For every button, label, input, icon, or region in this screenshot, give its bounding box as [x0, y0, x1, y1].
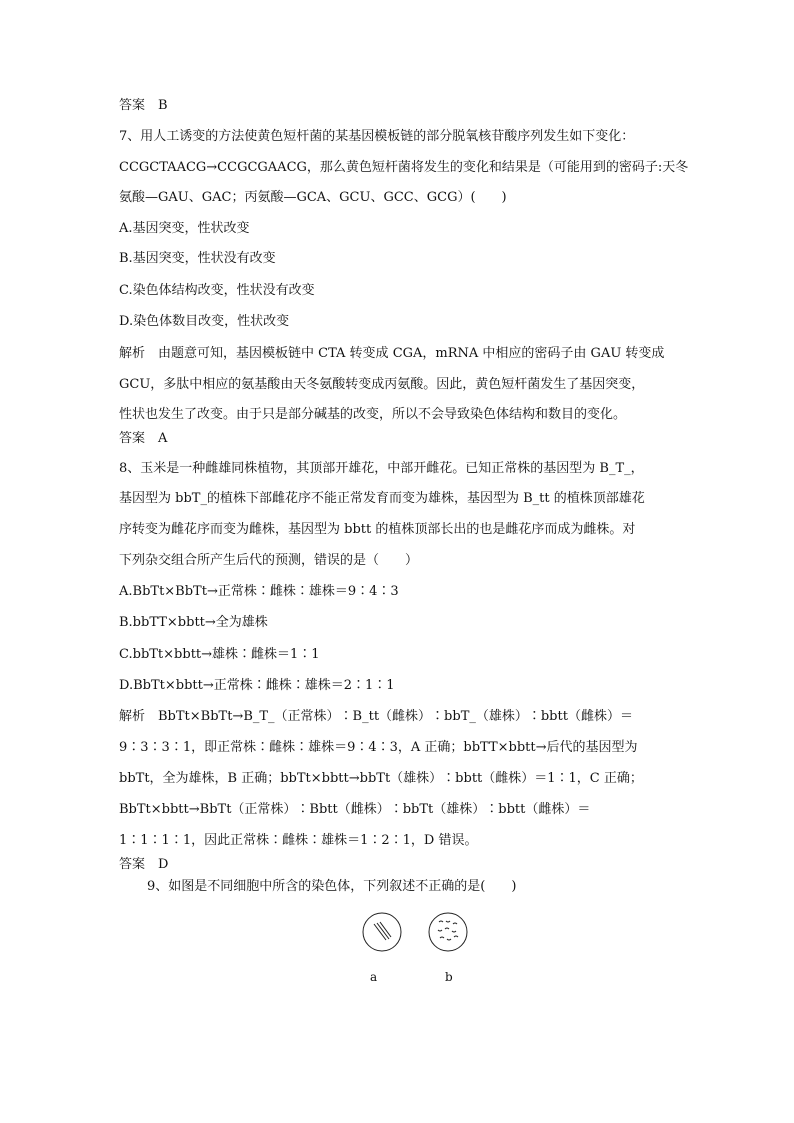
q8-analysis-line1: 解析 BbTt×BbTt→B_T_（正常株）∶B_tt（雌株）∶bbT_（雄株）∶bbtt（雌株）＝ [119, 709, 633, 724]
q8-analysis-line5: 1∶1∶1∶1，因此正常株∶雌株∶雄株＝1∶2∶1，D 错误。 [119, 833, 478, 848]
cell-diagrams [360, 910, 470, 960]
q7-analysis-line3: 性状也发生了改变。由于只是部分碱基的改变，所以不会导致染色体结构和数目的变化。 [119, 407, 627, 422]
q7-stem-line1: 7、用人工诱变的方法使黄色短杆菌的某基因模板链的部分脱氧核苷酸序列发生如下变化： [119, 129, 635, 144]
q8-answer: 答案 D [119, 857, 169, 872]
q7-analysis-line2: GCU，多肽中相应的氨基酸由天冬氨酸转变成丙氨酸。因此，黄色短杆菌发生了基因突变， [119, 377, 645, 392]
q7-option-a: A.基因突变，性状改变 [119, 221, 250, 236]
q8-option-b: B.bbTT×bbtt→全为雄株 [119, 615, 268, 630]
cell-b [429, 913, 467, 951]
q8-option-d: D.BbTt×bbtt→正常株∶雌株∶雄株＝2∶1∶1 [119, 678, 395, 693]
q7-analysis-line1: 解析 由题意可知，基因模板链中 CTA 转变成 CGA，mRNA 中相应的密码子由 GAU 转变成 [119, 346, 665, 361]
q7-option-b: B.基因突变，性状没有改变 [119, 251, 276, 266]
q8-option-a: A.BbTt×BbTt→正常株∶雌株∶雄株＝9∶4∶3 [119, 584, 399, 599]
q8-analysis-line4: BbTt×bbtt→BbTt（正常株）∶Bbtt（雌株）∶bbTt（雄株）∶bbtt（雌株）＝ [119, 802, 591, 817]
q8-analysis-line3: bbTt，全为雄株，B 正确；bbTt×bbtt→bbTt（雄株）∶bbtt（雌株）＝1∶1，C 正确； [119, 771, 643, 786]
q8-analysis-line2: 9∶3∶3∶1，即正常株∶雌株∶雄株＝9∶4∶3，A 正确；bbTT×bbtt→后代的基因型为 [119, 740, 638, 755]
q7-answer: 答案 A [119, 431, 168, 446]
cell-a [363, 913, 401, 951]
chromosome-figure [360, 910, 470, 990]
q9-stem: 9、如图是不同细胞中所含的染色体，下列叙述不正确的是( ) [147, 879, 517, 894]
q8-stem-line3: 序转变为雌花序而变为雌株，基因型为 bbtt 的植株顶部长出的也是雌花序而成为雌株。对 [119, 522, 636, 537]
q7-option-d: D.染色体数目改变，性状改变 [119, 314, 290, 329]
q8-option-c: C.bbTt×bbtt→雄株∶雌株＝1∶1 [119, 647, 320, 662]
q7-stem-line3: 氨酸—GAU、GAC；丙氨酸—GCA、GCU、GCC、GCG）( ) [119, 190, 507, 205]
q8-stem-line2: 基因型为 bbT_的植株下部雌花序不能正常发育而变为雄株，基因型为 B_tt 的植株顶部雄花 [119, 491, 645, 506]
q8-stem-line1: 8、玉米是一种雌雄同株植物，其顶部开雄花，中部开雌花。已知正常株的基因型为 B_T_， [119, 461, 644, 476]
q6-answer: 答案 B [119, 98, 168, 113]
label-a: a [370, 970, 378, 984]
label-b: b [445, 970, 453, 984]
q7-option-c: C.染色体结构改变，性状没有改变 [119, 283, 315, 298]
q8-stem-line4: 下列杂交组合所产生后代的预测，错误的是（ ） [119, 553, 419, 568]
q7-stem-line2: CCGCTAACG→CCGCGAACG，那么黄色短杆菌将发生的变化和结果是（可能用到的密码子:天冬 [119, 160, 689, 175]
